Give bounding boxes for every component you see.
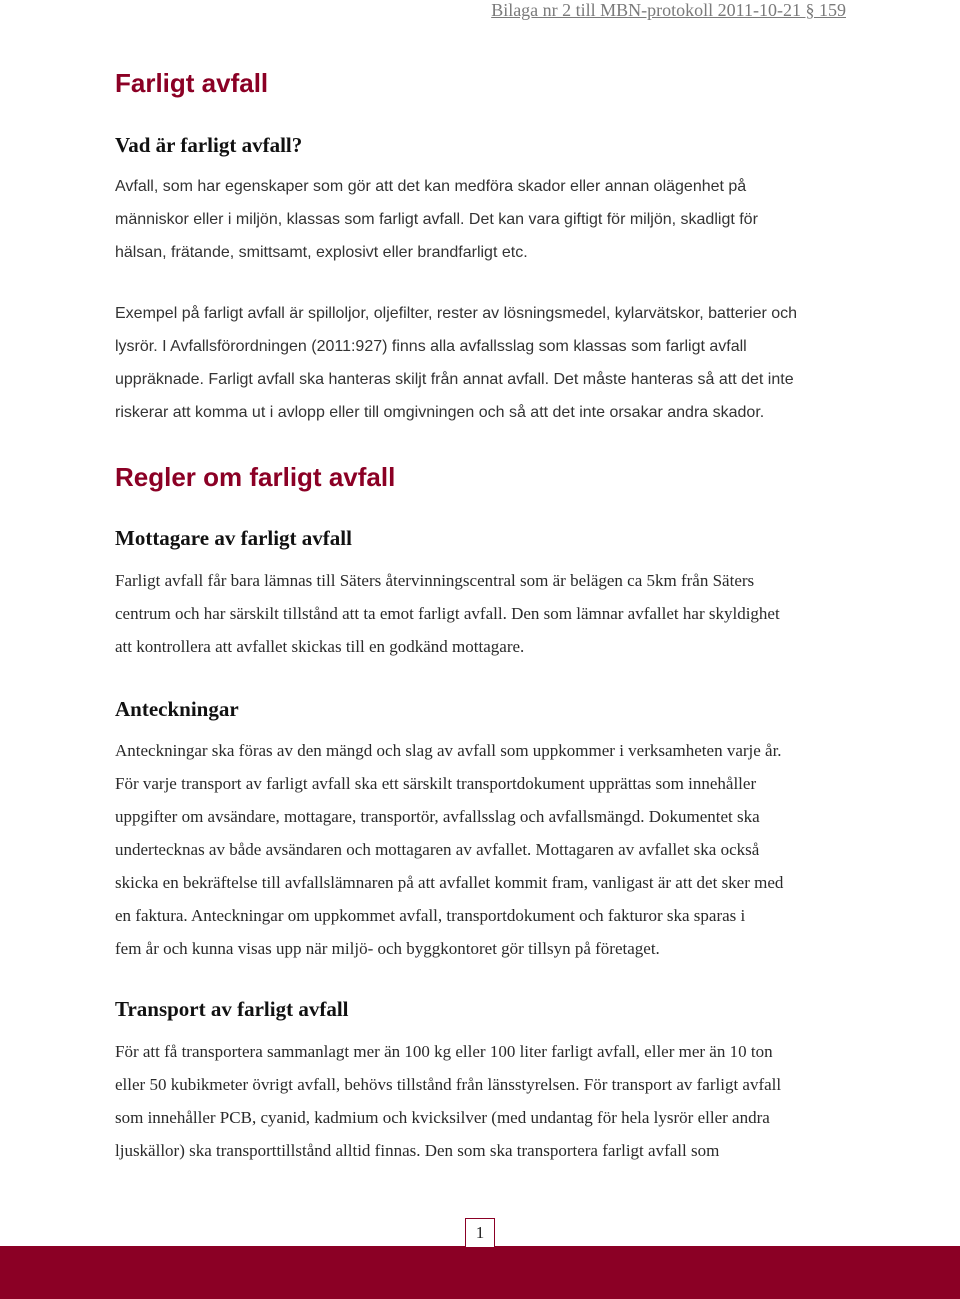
paragraph-line: undertecknas av både avsändaren och mottagaren av avfallet. Mottagaren av avfallet ska också bbox=[115, 840, 760, 859]
paragraph-line: uppgifter om avsändare, mottagare, transportör, avfallsslag och avfallsmängd. Dokumentet ska bbox=[115, 807, 760, 826]
footer-bar bbox=[0, 1246, 960, 1299]
paragraph-line: För att få transportera sammanlagt mer än 100 kg eller 100 liter farligt avfall, eller mer än 10 ton bbox=[115, 1042, 773, 1061]
paragraph-line: Anteckningar ska föras av den mängd och slag av avfall som uppkommer i verksamheten varje år. bbox=[115, 741, 782, 760]
paragraph-line: centrum och har särskilt tillstånd att ta emot farligt avfall. Den som lämnar avfallet har skyldighet bbox=[115, 604, 780, 623]
paragraph-line: Farligt avfall får bara lämnas till Säters återvinningscentral som är belägen ca 5km från Säters bbox=[115, 571, 755, 590]
mottagare-paragraph bbox=[115, 564, 855, 663]
paragraph-line: lysrör. I Avfallsförordningen (2011:927) finns alla avfallsslag som klassas som farligt avfall bbox=[115, 338, 747, 355]
paragraph-line: en faktura. Anteckningar om uppkommet avfall, transportdokument och fakturor ska sparas i bbox=[115, 906, 746, 925]
section-title: Regler om farligt avfall bbox=[115, 462, 396, 492]
paragraph-line: människor eller i miljön, klassas som farligt avfall. Det kan vara giftigt för miljön, skadligt för bbox=[115, 211, 758, 228]
intro-paragraph bbox=[115, 170, 855, 269]
page-title: Farligt avfall bbox=[115, 68, 269, 98]
transport-paragraph bbox=[115, 1035, 855, 1167]
document-header: Bilaga nr 2 till MBN-protokoll 2011-10-21 § 159 bbox=[491, 0, 846, 20]
paragraph-line: riskerar att komma ut i avlopp eller till omgivningen och så att det inte orsakar andra skador. bbox=[115, 404, 765, 421]
paragraph-line: uppräknade. Farligt avfall ska hanteras skiljt från annat avfall. Det måste hanteras så att det inte bbox=[115, 371, 794, 388]
mottagare-heading: Mottagare av farligt avfall bbox=[115, 526, 352, 550]
anteckningar-heading: Anteckningar bbox=[115, 697, 239, 721]
transport-heading: Transport av farligt avfall bbox=[115, 997, 349, 1021]
paragraph-line: som innehåller PCB, cyanid, kadmium och kvicksilver (med undantag för hela lysrör eller andra bbox=[115, 1108, 770, 1127]
page-number: 1 bbox=[465, 1218, 495, 1248]
paragraph-line: För varje transport av farligt avfall ska ett särskilt transportdokument upprättas som innehåller bbox=[115, 774, 757, 793]
paragraph-line: eller 50 kubikmeter övrigt avfall, behövs tillstånd från länsstyrelsen. För transport av farligt avfall bbox=[115, 1075, 782, 1094]
paragraph-line: ljuskällor) ska transporttillstånd alltid finnas. Den som ska transportera farligt avfall som bbox=[115, 1141, 720, 1160]
paragraph-line: att kontrollera att avfallet skickas till en godkänd mottagare. bbox=[115, 637, 525, 656]
paragraph-line: Avfall, som har egenskaper som gör att det kan medföra skador eller annan olägenhet på bbox=[115, 178, 747, 195]
section-subtitle: Vad är farligt avfall? bbox=[115, 133, 303, 157]
paragraph-line: fem år och kunna visas upp när miljö- och byggkontoret gör tillsyn på företaget. bbox=[115, 939, 660, 958]
examples-paragraph bbox=[115, 297, 855, 429]
paragraph-line: hälsan, frätande, smittsamt, explosivt eller brandfarligt etc. bbox=[115, 244, 528, 261]
paragraph-line: Exempel på farligt avfall är spilloljor, oljefilter, rester av lösningsmedel, kylarvätskor, batterier och bbox=[115, 305, 798, 322]
paragraph-line: skicka en bekräftelse till avfallslämnaren på att avfallet kommit fram, vanligast är att det sker med bbox=[115, 873, 784, 892]
anteckningar-paragraph bbox=[115, 734, 855, 965]
